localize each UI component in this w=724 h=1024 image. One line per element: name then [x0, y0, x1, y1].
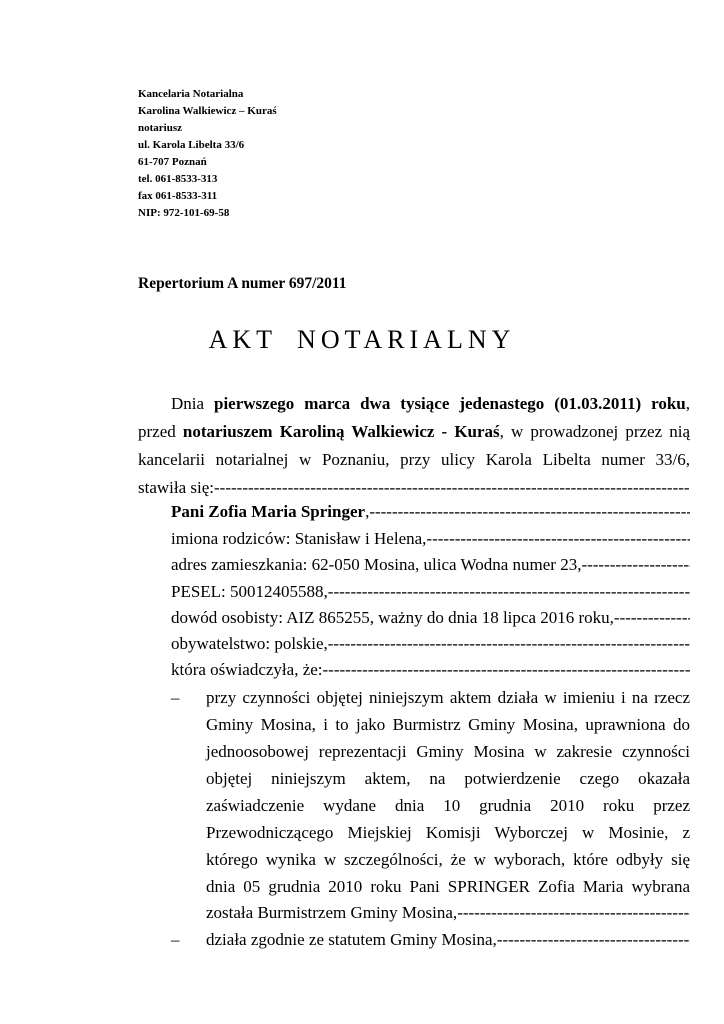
- text: została Burmistrzem Gminy Mosina,: [206, 903, 458, 922]
- header-line: 61-707 Poznań: [138, 156, 207, 168]
- id-card-line: [171, 606, 690, 630]
- header-line: ul. Karola Libelta 33/6: [138, 139, 245, 151]
- text: stawiła się:: [138, 478, 215, 497]
- text: Dnia: [171, 394, 214, 413]
- declaration-1-line: przy czynności objętej niniejszym aktem działa w imieniu i na rzecz: [206, 688, 690, 707]
- notary-office-header: [138, 86, 277, 222]
- text: imiona rodziców: Stanisław i Helena,: [171, 529, 427, 548]
- intro-line-3: kancelarii notarialnej w Poznaniu, przy ulicy Karola Libelta numer 33/6,: [138, 450, 690, 469]
- text: dowód osobisty: AIZ 865255, ważny do dnia 18 lipca 2016 roku,: [171, 608, 614, 627]
- header-line: fax 061-8533-311: [138, 190, 218, 202]
- text: działa zgodnie ze statutem Gminy Mosina,: [206, 930, 497, 949]
- dash-filler: [369, 500, 690, 524]
- bullet-dash: –: [171, 930, 180, 949]
- dash-filler: [426, 527, 690, 551]
- header-line: notariusz: [138, 122, 182, 134]
- bullet-dash: –: [171, 688, 180, 707]
- dash-filler: [328, 632, 690, 656]
- header-line: tel. 061-8533-313: [138, 173, 218, 185]
- intro-line-1: [171, 392, 690, 416]
- dash-filler: [614, 606, 690, 630]
- repertorium-number: Repertorium A numer 697/2011: [138, 275, 347, 292]
- dash-filler: [328, 580, 690, 604]
- text: która oświadczyła, że:: [171, 660, 323, 679]
- declaration-1-line: Przewodniczącego Miejskiej Komisji Wyborczej w Mosinie, z: [206, 823, 690, 842]
- dash-filler: [497, 928, 690, 952]
- person-name-line: [171, 500, 690, 524]
- declaration-1-line: objętej niniejszym aktem, na potwierdzenie czego okazała: [206, 769, 690, 788]
- dash-filler: [323, 658, 690, 682]
- title-word: NOTARIALNY: [297, 325, 516, 354]
- header-line: Karolina Walkiewicz – Kuraś: [138, 105, 277, 117]
- declaration-1-last-line: [206, 901, 690, 925]
- person-name: Pani Zofia Maria Springer: [171, 502, 366, 521]
- address-line: [171, 553, 690, 577]
- intro-line-2: [138, 420, 690, 444]
- declaration-1-line: jednoosobowej reprezentacji Gminy Mosina w zakresie czynności: [206, 742, 690, 761]
- text: PESEL: 50012405588,: [171, 582, 328, 601]
- date-bold: pierwszego marca dwa tysiące jedenastego (01.03.2011) roku: [214, 394, 686, 413]
- intro-line-4: [138, 476, 690, 500]
- declaration-1-line: Gminy Mosina, i to jako Burmistrz Gminy Mosina, uprawniona do: [206, 715, 690, 734]
- text: , w prowadzonej przez nią: [499, 422, 690, 441]
- title-word: AKT: [208, 325, 278, 354]
- declaration-1-line: którego wynika w szczególności, że w wyborach, które odbyły się: [206, 850, 690, 869]
- notary-name-bold: notariuszem Karoliną Walkiewicz - Kuraś: [182, 422, 500, 441]
- text: ,: [365, 502, 370, 521]
- parents-line: [171, 527, 690, 551]
- header-line: NIP: 972-101-69-58: [138, 207, 230, 219]
- dash-filler: [581, 553, 690, 577]
- citizenship-line: [171, 632, 690, 656]
- text: adres zamieszkania: 62-050 Mosina, ulica Wodna numer 23,: [171, 555, 582, 574]
- text: obywatelstwo: polskie,: [171, 634, 328, 653]
- declaration-1-line: dnia 05 grudnia 2010 roku Pani SPRINGER Zofia Maria wybrana: [206, 877, 690, 896]
- text: ,: [685, 394, 690, 413]
- header-line: Kancelaria Notarialna: [138, 88, 244, 100]
- declaration-1-line: zaświadczenie wydane dnia 10 grudnia 2010 roku przez: [206, 796, 690, 815]
- declaration-2-line: [206, 928, 690, 952]
- document-title: [0, 325, 724, 355]
- pesel-line: [171, 580, 690, 604]
- text: przed: [138, 422, 183, 441]
- dash-filler: [214, 476, 690, 500]
- declared-line: [171, 658, 690, 682]
- dash-filler: [457, 901, 690, 925]
